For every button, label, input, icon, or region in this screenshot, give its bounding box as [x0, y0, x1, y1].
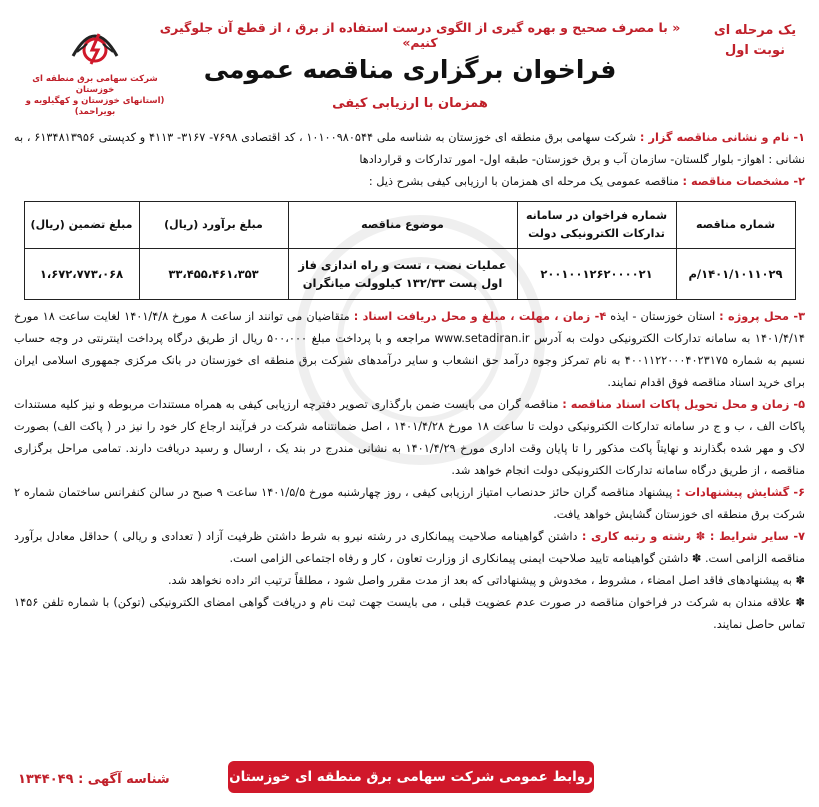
section-2-heading: ۲- مشخصات مناقصه : — [682, 175, 805, 188]
section-7-bullet-3-para — [14, 570, 805, 592]
stage-turn: نوبت اول — [724, 43, 786, 58]
logo-company-provinces: (استانهای خوزستان و کهگیلویه و بویراحمد) — [25, 96, 165, 117]
ad-code-value: ۱۳۴۴۰۴۹ — [18, 772, 74, 787]
section-7-bullet-2: ✽ داشتن گواهینامه تایید صلاحیت ایمنی پیمانکاری از وزارت تعاون ، کار و رفاه اجتماعی الزامی است. — [229, 552, 705, 565]
public-relations-banner: روابط عمومی شرکت سهامی برق منطقه ای خوزستان — [228, 761, 594, 793]
section-3-text: استان خوزستان - ایذه — [606, 310, 720, 323]
section-3-4 — [14, 306, 805, 394]
power-company-icon — [65, 22, 125, 66]
section-5-heading: ۵- زمان و محل تحویل پاکات اسناد مناقصه : — [562, 398, 806, 411]
section-7-bullet-4-para — [14, 592, 805, 636]
logo-company-name: شرکت سهامی برق منطقه ای خوزستان — [32, 74, 158, 95]
slogan: « با مصرف صحیح و بهره گیری از الگوی درست استفاده از برق ، از قطع آن جلوگیری کنیم» — [159, 20, 681, 50]
page-subtitle: همزمان با ارزیابی کیفی — [332, 96, 488, 111]
ad-code-label: شناسه آگهی : — [78, 772, 170, 787]
cell-subject-line2: اول پست ۱۳۲/۳۳ کیلوولت میانگران — [302, 276, 503, 290]
section-5-text: مناقصه گران می بایست ضمن بارگذاری تصویر دفترچه ارزیابی کیفی به همراه مستندات مربوطه و نیز کلیه مستندات پاکات الف ، ب و ج در سامانه تدارکات الکترونیکی دولت تا ساعت ۱۸ مورخ ۱۴۰۱/۴/۲۸ ، اصل ضمانتنامه شرکت در فرآیند ارجاع کار خود را نیز در ( پاکت الف) بصورت لاک و مهر شده بگذارند و نهایتاً پاکت مذکور را تا پایان وقت اداری مورخ ۱۴۰۱/۴/۲۹ به نشانی مندرج در بند یک ، ارسال و رسید دریافت دارند. تمامی مراحل برگزاری مناقصه ، از طریق درگاه سامانه تدارکات الکترونیکی دولت انجام خواهد شد. — [14, 398, 805, 477]
section-7-bullet-3: ✽ به پیشنهادهای فاقد اصل امضاء ، مشروط ، مخدوش و پیشنهاداتی که بعد از مدت مقرر واصل شود ، مطلقاً ترتیب اثر داده نخواهد شد. — [167, 574, 805, 587]
section-2-text: مناقصه عمومی یک مرحله ای همزمان با ارزیابی کیفی بشرح ذیل : — [368, 175, 683, 188]
company-logo — [20, 22, 170, 118]
table-header-row — [24, 202, 795, 249]
section-6-text: پیشنهاد مناقصه گران حائز حدنصاب امتیاز ارزیابی کیفی ، روز چهارشنبه مورخ ۱۴۰۱/۵/۵ ساعت ۹ صبح در سالن کنفرانس ساختمان شماره ۲ شرکت برق منطقه ای خوزستان گشایش خواهد یافت. — [14, 486, 805, 521]
header-tender-number: شماره مناقصه — [676, 202, 795, 249]
section-4-text: متقاضیان می توانند از ساعت ۸ مورخ ۱۴۰۱/۴/۸ لغایت ساعت ۱۸ مورخ ۱۴۰۱/۴/۱۴ به سامانه تدارکات الکترونیکی دولت به آدرس www.setadiran.ir مراجعه و با پرداخت مبلغ ۵۰۰،۰۰۰ ریال از طریق درگاه پرداخت اینترنتی در وجه حساب نسیم به شماره ۴۰۰۱۱۲۲۰۰۰۴۰۲۳۱۷۵ به نام تمرکز وجوه درآمد حق انشعاب و سایر درآمدهای شرکت برق منطقه ای خوزستان در بانک مرکزی جمهوری اسلامی ایران برای خرید اسناد مناقصه فوق اقدام نمایند. — [14, 310, 805, 389]
section-1-text: شرکت سهامی برق منطقه ای خوزستان به شناسه ملی ۱۰۱۰۰۹۸۰۵۴۴ ، کد اقتصادی ۷۶۹۸- ۳۱۶۷- ۴۱۱۳ و کدپستی ۶۱۳۴۸۱۳۹۵۶ ، به نشانی : اهواز- بلوار گلستان- سازمان آب و برق خوزستان- طبقه اول- امور تدارکات و قراردادها — [14, 131, 805, 166]
section-6-heading: ۶- گشایش پیشنهادات : — [676, 486, 805, 499]
section-1 — [14, 127, 805, 171]
header-estimate: مبلغ برآورد (ریال) — [139, 202, 288, 249]
page-title: فراخوان برگزاری مناقصه عمومی — [203, 55, 617, 84]
section-3-heading: ۳- محل پروژه : — [719, 310, 805, 323]
cell-guarantee: ۱،۶۷۲،۷۷۳،۰۶۸ — [24, 249, 139, 300]
section-7 — [14, 526, 805, 570]
cell-setad-number: ۲۰۰۱۰۰۱۲۶۲۰۰۰۰۲۱ — [517, 249, 676, 300]
table-row — [24, 249, 795, 300]
section-5 — [14, 394, 805, 482]
stage-type: یک مرحله ای — [713, 23, 797, 38]
ad-code — [18, 772, 170, 787]
section-1-heading: ۱- نام و نشانی مناقصه گزار : — [639, 131, 806, 144]
header-setad-number — [517, 202, 676, 249]
section-7-bullet-4: ✽ علاقه مندان به شرکت در فراخوان مناقصه در صورت عدم عضویت قبلی ، می بایست جهت ثبت نام و دریافت گواهی امضای الکترونیکی (توکن) با شماره تلفن ۱۴۵۶ تماس حاصل نمایند. — [14, 596, 805, 631]
announcement-body — [14, 127, 805, 636]
section-4-heading: ۴- زمان ، مهلت ، مبلغ و محل دریافت اسناد : — [353, 310, 607, 323]
stage-label — [705, 21, 805, 61]
section-7-heading: ۷- سایر شرایط : — [709, 530, 806, 543]
section-7-sub1-text: داشتن گواهینامه صلاحیت پیمانکاری در رشته نیرو به شرط داشتن ظرفیت آزاد ( تعدادی و ریالی ) حداقل معادل برآورد مناقصه الزامی است. — [14, 530, 805, 565]
header-subject: موضوع مناقصه — [288, 202, 517, 249]
cell-tender-number: ۱۴۰۱/۱۰۱۱۰۲۹/م — [676, 249, 795, 300]
section-2 — [14, 171, 805, 193]
cell-subject-line1: عملیات نصب ، تست و راه اندازی فاز — [298, 258, 507, 272]
cell-subject — [288, 249, 517, 300]
header-setad-line1: شماره فراخوان در سامانه — [525, 209, 668, 222]
section-6 — [14, 482, 805, 526]
tender-table — [24, 201, 796, 300]
header-guarantee: مبلغ تضمین (ریال) — [24, 202, 139, 249]
section-7-sub1-heading: ✽ رشته و رتبه کاری : — [581, 530, 710, 543]
header-setad-line2: تدارکات الکترونیکی دولت — [528, 227, 665, 240]
cell-estimate: ۳۳،۴۵۵،۴۶۱،۳۵۳ — [139, 249, 288, 300]
